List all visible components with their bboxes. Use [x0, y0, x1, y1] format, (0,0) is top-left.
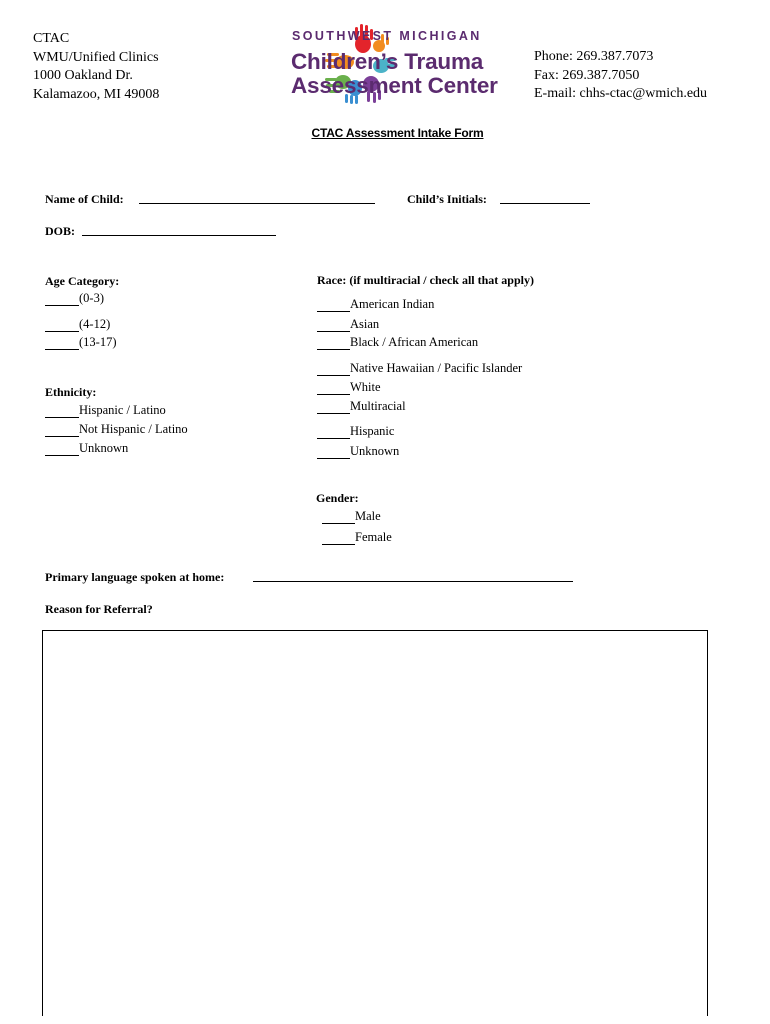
- gender-option-label: Male: [355, 509, 381, 523]
- ethnicity-option-unknown[interactable]: [45, 441, 128, 456]
- age-category-label: Age Category:: [45, 274, 120, 288]
- checkbox-blank[interactable]: [317, 300, 350, 312]
- logo-line-2: Assessment Center: [291, 73, 498, 98]
- gender-option-female[interactable]: [322, 530, 392, 545]
- race-option-black[interactable]: [317, 335, 478, 350]
- address-line: CTAC: [33, 31, 70, 46]
- race-option-label: Unknown: [350, 444, 400, 458]
- primary-language-field[interactable]: [253, 581, 573, 582]
- primary-language-label: Primary language spoken at home:: [45, 570, 225, 584]
- fax: Fax: 269.387.7050: [534, 67, 640, 83]
- contact-block: [534, 48, 707, 104]
- logo-line-1: Children’s Trauma: [291, 49, 484, 74]
- age-option-label: (0-3): [79, 291, 104, 305]
- ethnicity-option-not-hispanic[interactable]: [45, 422, 188, 437]
- ethnicity-option-label: Unknown: [79, 441, 129, 455]
- race-label: Race: (if multiracial / check all that apply): [317, 273, 534, 287]
- race-option-asian[interactable]: [317, 317, 379, 332]
- checkbox-blank[interactable]: [317, 402, 350, 414]
- address-line: WMU/Unified Clinics: [33, 49, 159, 65]
- race-option-label: Asian: [350, 317, 380, 331]
- checkbox-blank[interactable]: [317, 320, 350, 332]
- age-option-13-17[interactable]: [45, 335, 117, 350]
- ethnicity-option-label: Not Hispanic / Latino: [79, 422, 188, 436]
- checkbox-blank[interactable]: [317, 364, 350, 376]
- childs-initials-field[interactable]: [500, 203, 590, 204]
- ethnicity-label: Ethnicity:: [45, 385, 97, 399]
- address-line: 1000 Oakland Dr.: [33, 68, 133, 83]
- logo-top-text: SOUTHWEST MICHIGAN: [292, 29, 482, 43]
- gender-option-label: Female: [355, 530, 392, 544]
- checkbox-blank[interactable]: [317, 427, 350, 439]
- race-option-label: Native Hawaiian / Pacific Islander: [350, 361, 523, 375]
- age-option-0-3[interactable]: [45, 291, 104, 306]
- checkbox-blank[interactable]: [317, 338, 350, 350]
- address-line: Kalamazoo, MI 49008: [33, 86, 160, 102]
- race-option-label: Hispanic: [350, 424, 395, 438]
- gender-label: Gender:: [316, 491, 359, 505]
- checkbox-blank[interactable]: [322, 533, 355, 545]
- checkbox-blank[interactable]: [317, 447, 350, 459]
- ethnicity-option-label: Hispanic / Latino: [79, 403, 166, 417]
- checkbox-blank[interactable]: [322, 512, 355, 524]
- reason-for-referral-label: Reason for Referral?: [45, 602, 153, 616]
- race-option-multiracial[interactable]: [317, 399, 406, 414]
- name-of-child-label: Name of Child:: [45, 192, 124, 206]
- email: E-mail: chhs-ctac@wmich.edu: [534, 86, 708, 101]
- race-option-native-hawaiian[interactable]: [317, 361, 522, 376]
- race-option-label: Multiracial: [350, 399, 406, 413]
- race-option-label: White: [350, 380, 381, 394]
- gender-option-male[interactable]: [322, 509, 381, 524]
- dob-field[interactable]: [82, 235, 276, 236]
- age-option-4-12[interactable]: [45, 317, 110, 332]
- checkbox-blank[interactable]: [45, 338, 79, 350]
- childs-initials-label: Child’s Initials:: [407, 192, 487, 206]
- race-option-label: Black / African American: [350, 335, 479, 349]
- age-option-label: (4-12): [79, 317, 111, 331]
- checkbox-blank[interactable]: [45, 320, 79, 332]
- address-block: [33, 30, 159, 104]
- age-option-label: (13-17): [79, 335, 117, 349]
- phone: Phone: 269.387.7073: [534, 49, 654, 64]
- checkbox-blank[interactable]: [45, 294, 79, 306]
- ethnicity-option-hispanic[interactable]: [45, 403, 166, 418]
- checkbox-blank[interactable]: [317, 383, 350, 395]
- reason-for-referral-textarea[interactable]: [42, 630, 708, 1016]
- dob-label: DOB:: [45, 224, 75, 238]
- race-option-unknown[interactable]: [317, 444, 399, 459]
- race-option-hispanic[interactable]: [317, 424, 394, 439]
- checkbox-blank[interactable]: [45, 406, 79, 418]
- race-option-white[interactable]: [317, 380, 381, 395]
- race-option-label: American Indian: [350, 297, 435, 311]
- form-title: CTAC Assessment Intake Form: [311, 126, 484, 140]
- checkbox-blank[interactable]: [45, 444, 79, 456]
- checkbox-blank[interactable]: [45, 425, 79, 437]
- name-of-child-field[interactable]: [139, 203, 375, 204]
- race-option-american-indian[interactable]: [317, 297, 434, 312]
